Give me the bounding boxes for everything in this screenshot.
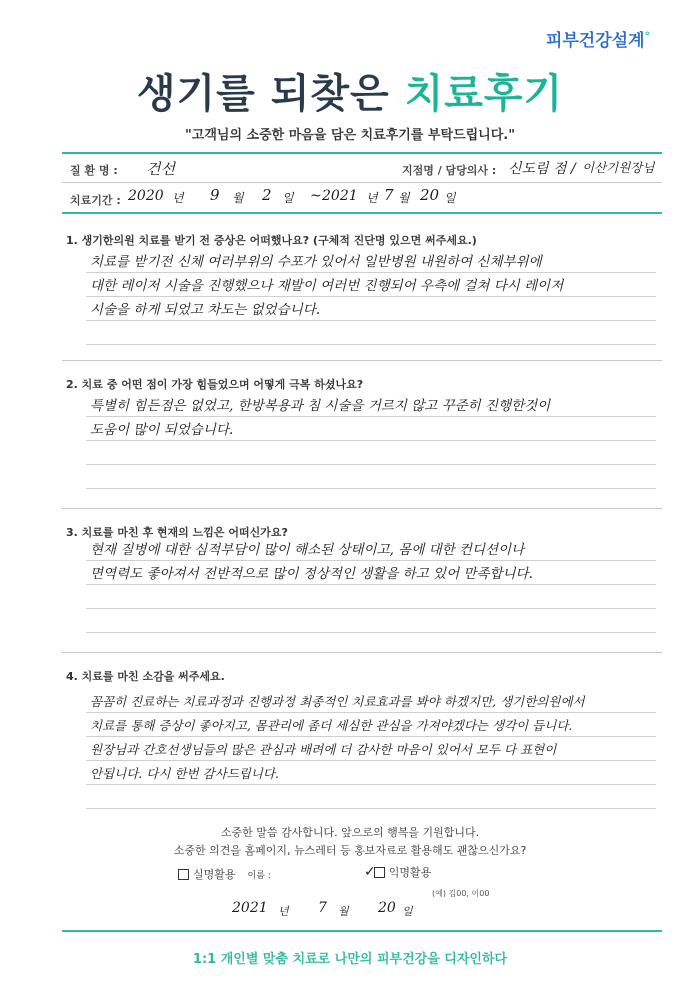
question-1-answer[interactable] [90,250,650,322]
disease-label: 질 환 명 : [70,164,118,177]
signed-day-unit: 일 [402,905,413,918]
answer-text-line: 특별히 힘든점은 없었고, 한방복용과 침 시술을 거르지 않고 꾸준히 진행한것이 [90,398,551,414]
end-year[interactable]: 2021 [322,188,358,204]
brand-name: 피부건강설계 [545,31,645,51]
question-2-answer[interactable] [90,394,650,442]
section-divider [62,360,662,361]
start-month-unit: 월 [232,191,244,205]
question-3-answer[interactable] [90,538,650,586]
anonymous-checkbox[interactable] [374,867,385,878]
answer-line [86,632,656,633]
divider-top [62,152,662,154]
answer-text-line: 도움이 많이 되었습니다. [90,422,234,438]
footer-slogan: 1:1 개인별 맞춤 치료로 나만의 피부건강을 디자인하다 [192,952,508,967]
disease-value[interactable]: 건선 [146,160,175,178]
thanks-line-2: 소중한 의견을 홈페이지, 뉴스레터 등 홍보자료로 활용해도 괜찮으신가요? [173,844,527,857]
question-2-label: 2. 치료 중 어떤 점이 가장 힘들었으며 어떻게 극복 하셨나요? [66,378,364,391]
brand-logo [546,26,650,51]
real-name-checkbox[interactable] [178,869,189,880]
answer-line [86,464,656,465]
start-day-unit: 일 [282,191,294,205]
signed-year-unit: 년 [278,905,289,918]
answer-text-line: 치료를 받기전 신체 여러부위의 수포가 있어서 일반병원 내원하여 신체부위에 [90,254,542,270]
real-name-option[interactable] [178,866,271,882]
brand-mark: ° [644,29,650,43]
real-name-label: 실명활용 [193,868,236,881]
period-tilde: ~ [310,188,322,204]
period-label: 치료기간 : [70,194,121,207]
question-4-answer[interactable] [90,690,650,786]
start-day[interactable]: 2 [262,186,272,204]
question-3-label: 3. 치료를 마친 후 현재의 느낌은 어떠신가요? [66,526,288,539]
end-month-unit: 월 [398,191,410,205]
end-day[interactable]: 20 [420,186,440,204]
anonymous-option[interactable] [364,864,431,880]
start-year-unit: 년 [172,191,184,205]
name-label: 이름 : [247,870,271,881]
answer-line [86,344,656,345]
answer-text-line: 현재 질병에 대한 심적부담이 많이 해소된 상태이고, 몸에 대한 컨디션이나 [90,542,525,558]
answer-text-line: 시술을 하게 되었고 차도는 없었습니다. [90,302,321,318]
title-part1: 생기를 되찾은 [136,71,390,117]
answer-line [86,488,656,489]
divider-bottom [62,930,662,932]
answer-text-line: 안됩니다. 다시 한번 감사드립니다. [90,766,279,781]
doctor-value[interactable]: 이산기원장님 [582,160,655,175]
signed-year[interactable]: 2021 [232,900,268,916]
divider-info-bottom [62,212,662,214]
answer-text-line: 원장님과 간호선생님들의 많은 관심과 배려에 더 감사한 마음이 있어서 모두 다 표현이 [90,742,557,757]
title-part2: 치료후기 [404,71,564,117]
anonymous-label: 익명활용 [388,866,432,879]
end-year-unit: 년 [366,191,378,205]
end-day-unit: 일 [444,191,456,205]
answer-line [86,808,656,809]
info-divider [62,182,662,183]
branch-label: 지점명 / 담당의사 : [402,164,497,177]
answer-text-line: 면역력도 좋아져서 전반적으로 많이 정상적인 생활을 하고 있어 만족합니다. [90,566,533,582]
branch-value[interactable]: 신도림 점 / [508,161,576,177]
check-mark-icon: ✓ [364,864,376,880]
signed-day[interactable]: 20 [378,900,396,916]
answer-text-line: 꼼꼼히 진료하는 치료과정과 진행과정 최종적인 치료효과를 봐야 하겠지만, 생기한의원에서 [90,694,585,709]
answer-text-line: 대한 레이저 시술을 진행했으나 재발이 여러번 진행되어 우측에 걸쳐 다시 레이저 [90,278,564,294]
start-year[interactable]: 2020 [128,188,164,204]
signed-month-unit: 월 [338,905,349,918]
section-divider [62,508,662,509]
question-4-label: 4. 치료를 마친 소감을 써주세요. [66,670,225,683]
thanks-line-1: 소중한 말씀 감사합니다. 앞으로의 행복을 기원합니다. [220,826,480,839]
start-month[interactable]: 9 [210,186,220,204]
end-month[interactable]: 7 [384,186,394,204]
signed-month[interactable]: 7 [318,900,327,916]
page-title [0,62,700,119]
answer-line [86,608,656,609]
question-1-label: 1. 생기한의원 치료를 받기 전 증상은 어떠했나요? (구체적 진단명 있으면 써주세요.) [66,234,477,247]
section-divider [62,652,662,653]
answer-text-line: 치료를 통해 증상이 좋아지고, 몸관리에 좀더 세심한 관심을 가져야겠다는 생각이 듭니다. [90,718,573,733]
name-example: (예) 김00, 이00 [432,889,490,898]
page-subtitle: "고객님의 소중한 마음을 담은 치료후기를 부탁드립니다." [185,128,515,143]
